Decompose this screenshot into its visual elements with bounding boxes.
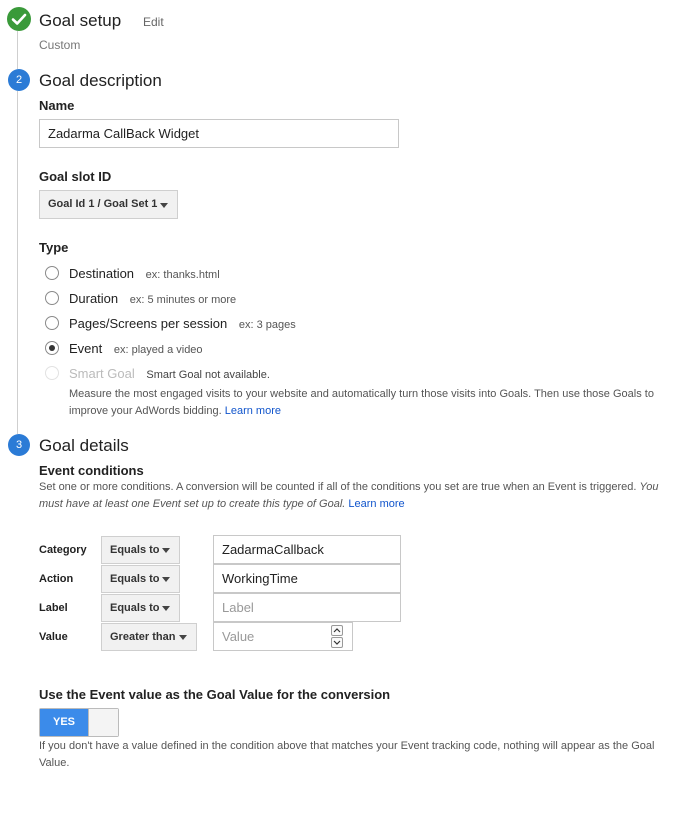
radio-smart-goal [45, 366, 59, 380]
label-operator-value: Equals to [110, 602, 160, 614]
category-operator-dropdown[interactable] [101, 536, 180, 564]
type-duration-hint: ex: 5 minutes or more [129, 294, 237, 306]
name-label: Name [39, 98, 75, 113]
chevron-down-icon [162, 577, 170, 582]
type-smart-goal-label: Smart Goal [69, 366, 135, 381]
label-input-placeholder: Label [222, 600, 254, 615]
value-input-placeholder: Value [222, 629, 255, 644]
type-pages-label: Pages/Screens per session [69, 316, 228, 331]
goal-slot-value: Goal Id 1 / Goal Set 1 [48, 198, 158, 210]
chevron-down-icon [162, 548, 170, 553]
toggle-yes-label: YES [52, 716, 75, 728]
action-label: Action [39, 573, 74, 585]
use-event-value-toggle[interactable] [39, 708, 119, 737]
category-operator-value: Equals to [110, 544, 160, 556]
increment-icon[interactable] [331, 625, 343, 636]
goal-details-title: Goal details [39, 436, 129, 455]
goal-setup-subtitle: Custom [39, 38, 81, 52]
conditions-desc-italic: You must have at least one Event set up to create this type of Goal. [39, 481, 659, 510]
category-label: Category [39, 544, 87, 556]
type-smart-goal [69, 366, 270, 381]
conditions-desc-text: Set one or more conditions. A conversion will be counted if all of the conditions you set are true when an Event is triggered. [39, 481, 637, 493]
check-icon [7, 7, 31, 31]
category-input-value: ZadarmaCallback [222, 542, 324, 557]
goal-slot-label: Goal slot ID [39, 169, 112, 184]
type-destination [69, 266, 220, 281]
event-conditions-label: Event conditions [39, 463, 144, 478]
smart-goal-desc-text: Measure the most engaged visits to your website and automatically turn those visits into Goals. Then use those Goals to improve your AdWords bidding. [69, 388, 654, 417]
timeline-line-1 [17, 31, 18, 69]
label-input[interactable] [213, 593, 401, 622]
radio-duration[interactable] [45, 291, 59, 305]
edit-link[interactable]: Edit [143, 15, 164, 29]
chevron-down-icon [160, 203, 168, 208]
smart-goal-learn-more-link[interactable]: Learn more [224, 405, 281, 417]
toggle-description: If you don't have a value defined in the condition above that matches your Event tracking code, nothing will appear as the Goal Value. [39, 740, 655, 769]
label-label: Label [39, 602, 68, 614]
type-smart-goal-hint: Smart Goal not available. [146, 369, 270, 381]
radio-event[interactable] [45, 341, 59, 355]
name-input[interactable] [39, 119, 399, 148]
toggle-knob [88, 709, 118, 736]
value-operator-dropdown[interactable] [101, 623, 197, 651]
type-destination-label: Destination [69, 266, 135, 281]
type-destination-hint: ex: thanks.html [145, 269, 220, 281]
timeline-line-2 [17, 91, 18, 434]
goal-description-title: Goal description [39, 71, 162, 90]
radio-destination[interactable] [45, 266, 59, 280]
chevron-down-icon [179, 635, 187, 640]
use-event-value-label: Use the Event value as the Goal Value for the conversion [39, 687, 391, 702]
step-3-badge: 3 [8, 434, 30, 456]
smart-goal-description [69, 386, 669, 420]
category-input[interactable] [213, 535, 401, 564]
type-event-label: Event [69, 341, 103, 356]
action-operator-value: Equals to [110, 573, 160, 585]
decrement-icon[interactable] [331, 637, 343, 648]
name-input-value: Zadarma CallBack Widget [48, 126, 199, 141]
type-pages-hint: ex: 3 pages [238, 319, 296, 331]
action-operator-dropdown[interactable] [101, 565, 180, 593]
action-input-value: WorkingTime [222, 571, 298, 586]
step-2-badge: 2 [8, 69, 30, 91]
value-operator-value: Greater than [110, 631, 176, 643]
chevron-down-icon [162, 606, 170, 611]
label-operator-dropdown[interactable] [101, 594, 180, 622]
goal-setup-title: Goal setup [39, 11, 122, 30]
toggle-yes [40, 709, 88, 736]
type-duration-label: Duration [69, 291, 119, 306]
action-input[interactable] [213, 564, 401, 593]
type-pages [69, 316, 296, 331]
type-event [69, 341, 203, 356]
radio-pages[interactable] [45, 316, 59, 330]
goal-slot-dropdown[interactable] [39, 190, 178, 219]
type-duration [69, 291, 236, 306]
type-event-hint: ex: played a video [113, 344, 203, 356]
value-label: Value [39, 631, 68, 643]
event-conditions-description [39, 479, 659, 513]
conditions-learn-more-link[interactable]: Learn more [348, 498, 405, 510]
type-label: Type [39, 240, 69, 255]
